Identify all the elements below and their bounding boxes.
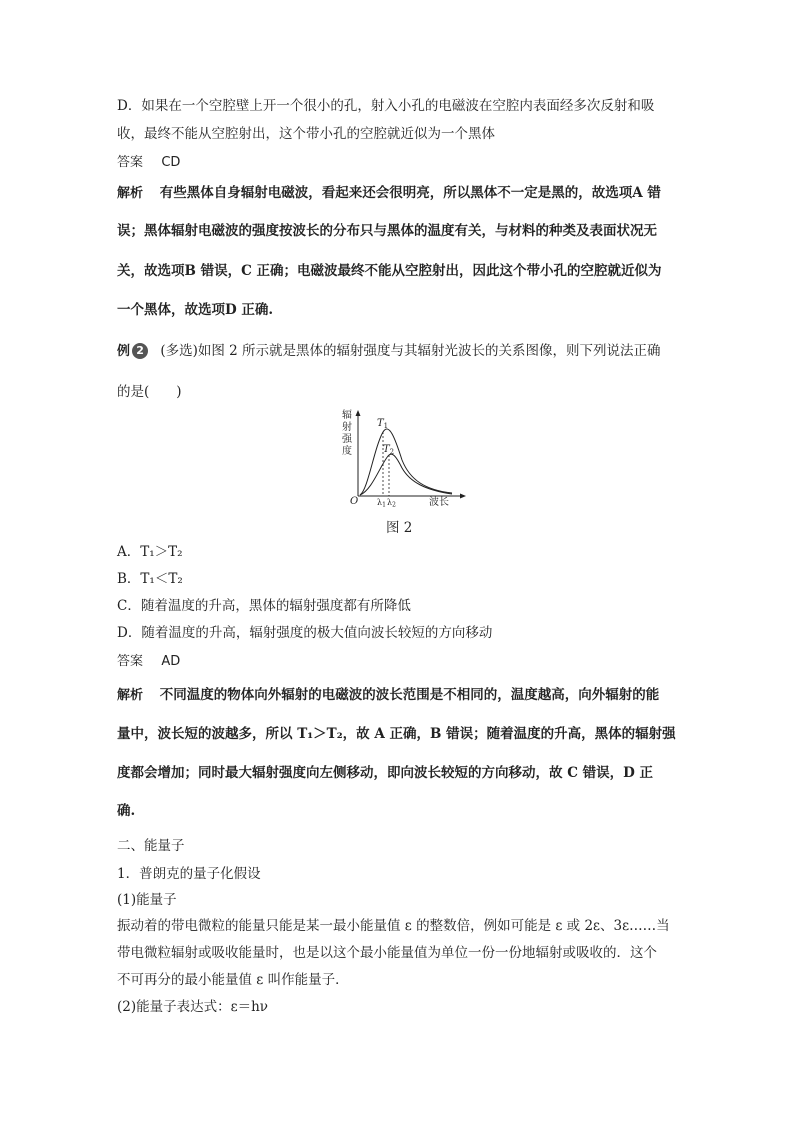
origin-label: O <box>350 496 359 507</box>
analysis1-line1 <box>117 184 661 203</box>
answer2-label: 答案 <box>117 654 144 669</box>
analysis2-line1 <box>117 686 659 705</box>
section-para-line2: 带电微粒辐射或吸收能量时，也是以这个最小能量值为单位一份一份地辐射或吸收的．这个 <box>117 945 657 961</box>
option-c: C．随着温度的升高，黑体的辐射强度都有所降低 <box>117 598 411 614</box>
blackbody-radiation-figure <box>340 408 470 508</box>
answer1 <box>117 153 180 172</box>
section-item2: (2)能量子表达式：ε＝hν <box>117 999 269 1015</box>
section-item1: (1)能量子 <box>117 892 177 908</box>
answer2 <box>117 652 180 671</box>
example-text1: (多选)如图 2 所示就是黑体的辐射强度与其辐射光波长的关系图像，则下列说法正确 <box>160 343 661 359</box>
analysis-label: 解析 <box>117 186 144 201</box>
analysis2-line2: 量中，波长短的波越多，所以 T₁＞T₂，故 A 正确，B 错误；随着温度的升高，黑体的辐射强 <box>117 726 676 742</box>
ylabel-char-2: 射 <box>342 422 352 433</box>
section-para-line3: 不可再分的最小能量值 ε 叫作能量子． <box>117 972 349 988</box>
answer2-value: AD <box>161 654 181 669</box>
t1-label: $T_1$ <box>377 418 389 430</box>
option-b: B．T₁＜T₂ <box>117 571 183 587</box>
example-line2: 的是( ) <box>117 384 182 400</box>
analysis1-text1: 有些黑体自身辐射电磁波，看起来还会很明亮，所以黑体不一定是黑的，故选项A 错 <box>159 185 661 201</box>
ylabel-char-3: 强 <box>342 434 352 445</box>
analysis2-line4: 确. <box>117 803 136 819</box>
analysis1-line2: 误；黑体辐射电磁波的强度按波长的分布只与黑体的温度有关，与材料的种类及表面状况无 <box>117 223 657 239</box>
answer-label: 答案 <box>117 155 144 170</box>
x-axis-arrow <box>460 494 466 499</box>
analysis2-text1: 不同温度的物体向外辐射的电磁波的波长范围是不相同的，温度越高，向外辐射的能 <box>159 687 660 703</box>
answer-value: CD <box>161 155 181 170</box>
example-line1 <box>117 342 661 361</box>
y-axis-arrow <box>356 410 361 416</box>
example-number-badge: 2 <box>132 343 148 359</box>
lambda2-label: λ2 <box>387 498 396 508</box>
ylabel-char-1: 辐 <box>342 410 352 421</box>
section-para-line1: 振动着的带电微粒的能量只能是某一最小能量值 ε 的整数倍，例如可能是 ε 或 2ε、3ε……当 <box>117 918 670 934</box>
option-d-prev-line1: D．如果在一个空腔壁上开一个很小的孔，射入小孔的电磁波在空腔内表面经多次反射和吸 <box>117 98 655 114</box>
t2-label: $T_2$ <box>383 444 395 456</box>
option-a: A．T₁＞T₂ <box>117 544 183 560</box>
analysis2-line3: 度都会增加；同时最大辐射强度向左侧移动，即向波长较短的方向移动，故 C 错误，D 正 <box>117 765 654 781</box>
curve-t1 <box>360 429 452 495</box>
section-sub1: 1．普朗克的量子化假设 <box>117 866 261 882</box>
section-heading: 二、能量子 <box>117 838 185 854</box>
analysis1-line3: 关，故选项B 错误，C 正确；电磁波最终不能从空腔射出，因此这个带小孔的空腔就近似为 <box>117 263 662 279</box>
analysis1-line4: 一个黑体，故选项D 正确. <box>117 302 274 318</box>
xlabel: 波长 <box>429 497 449 508</box>
option-d-prev-line2: 收，最终不能从空腔射出，这个带小孔的空腔就近似为一个黑体 <box>117 126 495 142</box>
analysis2-label: 解析 <box>117 688 144 703</box>
example-label: 例 <box>117 344 131 359</box>
lambda1-label: λ1 <box>377 498 386 508</box>
figure-caption: 图 2 <box>386 520 413 536</box>
ylabel-char-4: 度 <box>342 446 352 457</box>
curve-t2 <box>360 454 452 495</box>
option-d: D．随着温度的升高，辐射强度的极大值向波长较短的方向移动 <box>117 625 493 641</box>
